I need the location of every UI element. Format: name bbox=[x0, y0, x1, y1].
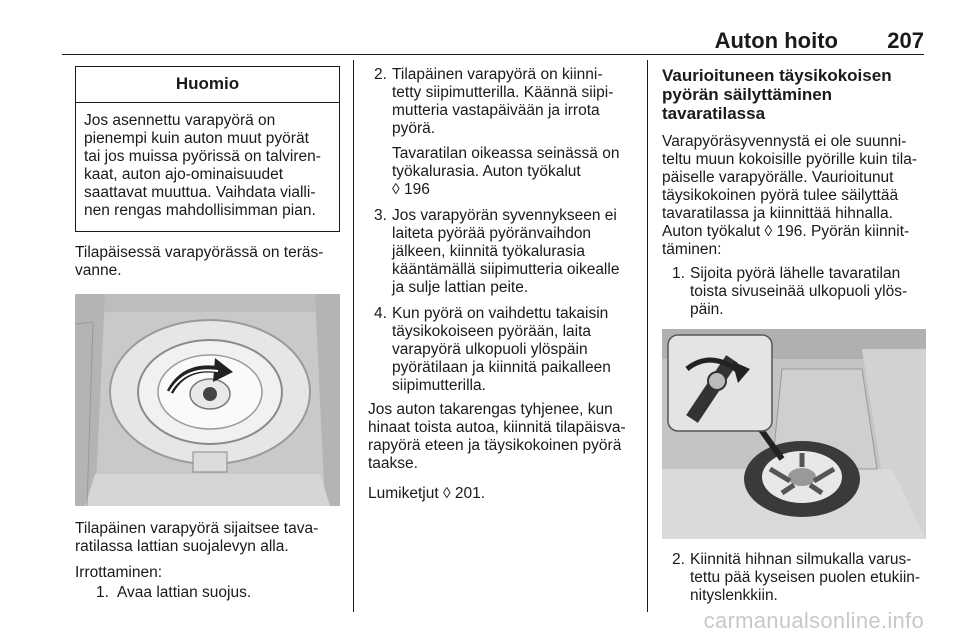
paragraph: Tilapäisessä varapyörässä on teräs- vanne. bbox=[75, 244, 324, 279]
step-note: Tavaratilan oikeassa seinässä on työkalurasia. Auton työkalut ◊ 196 bbox=[392, 145, 620, 198]
column-right bbox=[662, 66, 926, 605]
list-item bbox=[662, 265, 926, 319]
section-heading: Vaurioituneen täysikokoisen pyörän säilyttäminen tavaratilassa bbox=[662, 66, 892, 123]
step-number: 2. bbox=[672, 551, 685, 568]
notice-box bbox=[75, 66, 340, 232]
list-item bbox=[368, 66, 636, 199]
step-number: 4. bbox=[374, 305, 387, 322]
notice-text: Jos asennettu varapyörä on pienempi kuin auton muut pyörät tai jos muissa pyörissä on talviren- kaat, auton ajo-ominaisuudet saattavat muuttua. Vaihdata vialli- nen rengas mahdollisimman pian. bbox=[84, 112, 321, 219]
step-text: Kun pyörä on vaihdettu takaisin täysikokoiseen pyörään, laita varapyörä ulkopuoli ylöspäin pyörätilaan ja kiinnitä paikalleen siipimutterilla. bbox=[392, 305, 611, 394]
step-text: Kiinnitä hihnan silmukalla varus- tettu pää kyseisen puolen etukiin- nityslenkkiin. bbox=[690, 551, 921, 604]
list-item bbox=[75, 584, 340, 602]
trunk-wheel-illustration bbox=[662, 329, 926, 539]
step-text: Sijoita pyörä lähelle tavaratilan toista sivuseinää ulkopuoli ylös- päin. bbox=[690, 265, 908, 318]
step-text: Tilapäinen varapyörä on kiinni- tetty siipimutterilla. Käännä siipi- mutteria vastapäivään ja irrota pyörä. bbox=[392, 66, 614, 137]
page-header bbox=[62, 28, 924, 55]
step-text: Avaa lattian suojus. bbox=[117, 584, 252, 601]
step-number: 1. bbox=[96, 584, 109, 601]
notice-title: Huomio bbox=[76, 67, 339, 103]
spare-wheel-illustration bbox=[75, 294, 340, 506]
list-item bbox=[368, 207, 636, 297]
step-number: 3. bbox=[374, 207, 387, 224]
column-divider bbox=[353, 60, 354, 612]
list-item bbox=[368, 305, 636, 395]
step-number: 2. bbox=[374, 66, 387, 83]
paragraph: Jos auton takarengas tyhjenee, kun hinaat toista autoa, kiinnitä tilapäisva- rapyörä eteen ja täysikokoinen pyörä taakse. bbox=[368, 401, 626, 472]
watermark: carmanualsonline.info bbox=[703, 608, 924, 633]
paragraph: Irrottaminen: bbox=[75, 564, 163, 581]
step-text: Jos varapyörän syvennykseen ei laiteta pyörää pyöränvaihdon jälkeen, kiinnitä työkalurasia kääntämällä siipimutteria oikealle ja sulje lattian peite. bbox=[392, 207, 620, 296]
column-divider bbox=[647, 60, 648, 612]
column-middle bbox=[368, 66, 636, 503]
page-number: 207 bbox=[887, 28, 924, 53]
step-list bbox=[368, 66, 636, 395]
section-title: Auton hoito bbox=[714, 28, 838, 53]
column-left bbox=[75, 66, 340, 602]
step-list bbox=[75, 584, 340, 602]
step-list bbox=[662, 551, 926, 605]
paragraph: Lumiketjut ◊ 201. bbox=[368, 485, 486, 502]
paragraph: Tilapäinen varapyörä sijaitsee tava- ratilassa lattian suojalevyn alla. bbox=[75, 520, 319, 555]
paragraph: Varapyöräsyvennystä ei ole suunni- teltu muun kokoisille pyörille kuin tila- päiselle varapyörälle. Vaurioitunut täysikokoinen pyörä tulee säilyttää tavaratilassa ja kiinnittää hihnalla. Auton työkalut ◊ 196. Pyörän kiinnit- täminen: bbox=[662, 133, 918, 258]
step-list bbox=[662, 265, 926, 319]
list-item bbox=[662, 551, 926, 605]
step-number: 1. bbox=[672, 265, 685, 282]
